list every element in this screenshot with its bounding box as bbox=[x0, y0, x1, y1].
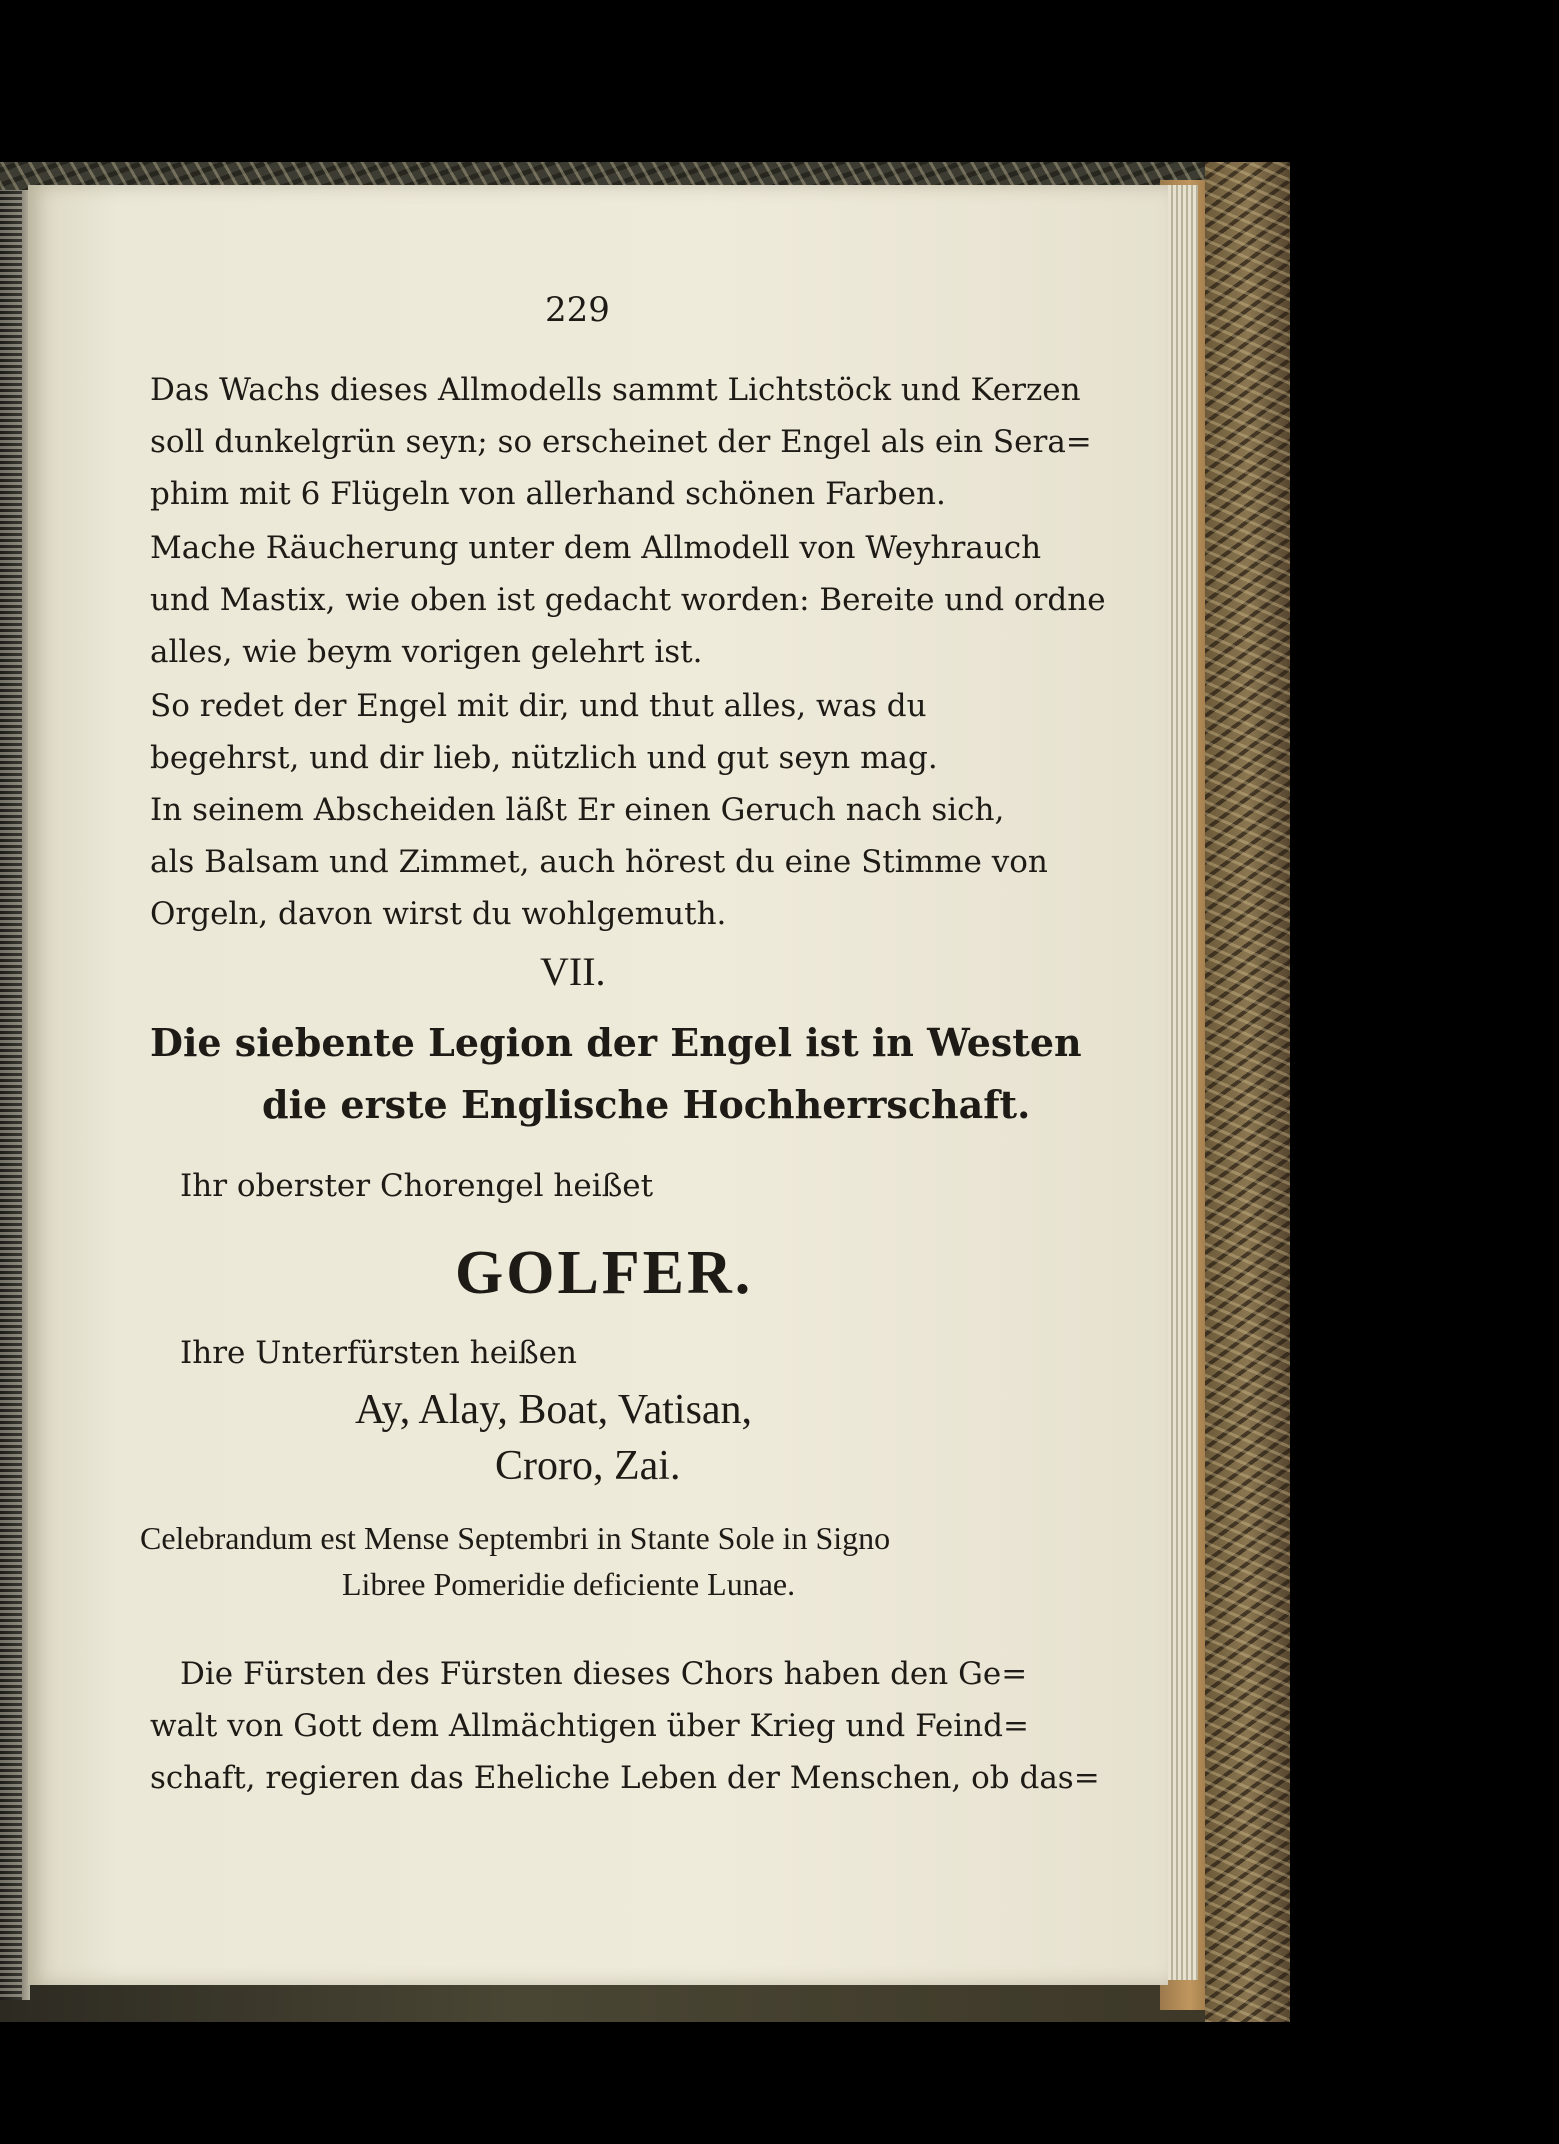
text-line: alles, wie beym vorigen gelehrt ist. bbox=[150, 634, 703, 670]
section-number: VII. bbox=[540, 949, 606, 994]
text-line: Orgeln, davon wirst du wohlgemuth. bbox=[150, 896, 727, 932]
text-line: und Mastix, wie oben ist gedacht worden: Bereite und ordne bbox=[150, 582, 1106, 618]
text-line: phim mit 6 Flügeln von allerhand schönen Farben. bbox=[150, 476, 946, 512]
chief-intro: Ihr oberster Chorengel heißet bbox=[180, 1168, 654, 1204]
text-line: begehrst, und dir lieb, nützlich und gut seyn mag. bbox=[150, 740, 938, 776]
sub-princes-names: Croro, Zai. bbox=[495, 1443, 681, 1489]
latin-line: Celebrandum est Mense Septembri in Stante Sole in Signo bbox=[140, 1520, 891, 1556]
sub-princes-names: Ay, Alay, Boat, Vatisan, bbox=[355, 1387, 753, 1433]
text-line: Die Fürsten des Fürsten dieses Chors haben den Ge= bbox=[180, 1656, 1028, 1692]
text-line: schaft, regieren das Eheliche Leben der Menschen, ob das= bbox=[150, 1760, 1100, 1796]
page-number: 229 bbox=[545, 290, 610, 330]
text-line: Mache Räucherung unter dem Allmodell von Weyhrauch bbox=[150, 530, 1042, 566]
binding-stitching bbox=[0, 190, 22, 2000]
section-heading-line: die erste Englische Hochherrschaft. bbox=[262, 1082, 1031, 1127]
marbled-cover-edge bbox=[1205, 162, 1290, 2022]
text-line: soll dunkelgrün seyn; so erscheinet der Engel als ein Sera= bbox=[150, 424, 1092, 460]
text-line: walt von Gott dem Allmächtigen über Krieg und Feind= bbox=[150, 1708, 1029, 1744]
text-line: als Balsam und Zimmet, auch hörest du eine Stimme von bbox=[150, 844, 1048, 880]
text-line: In seinem Abscheiden läßt Er einen Geruch nach sich, bbox=[150, 792, 1005, 828]
sub-princes-intro: Ihre Unterfürsten heißen bbox=[180, 1335, 577, 1371]
section-heading-line: Die siebente Legion der Engel ist in Westen bbox=[150, 1020, 1082, 1065]
text-line: So redet der Engel mit dir, und thut alles, was du bbox=[150, 688, 927, 724]
text-line: Das Wachs dieses Allmodells sammt Lichtstöck und Kerzen bbox=[150, 372, 1081, 408]
latin-line: Libree Pomeridie deficiente Lunae. bbox=[342, 1566, 796, 1602]
chief-angel-name: GOLFER. bbox=[455, 1239, 754, 1307]
